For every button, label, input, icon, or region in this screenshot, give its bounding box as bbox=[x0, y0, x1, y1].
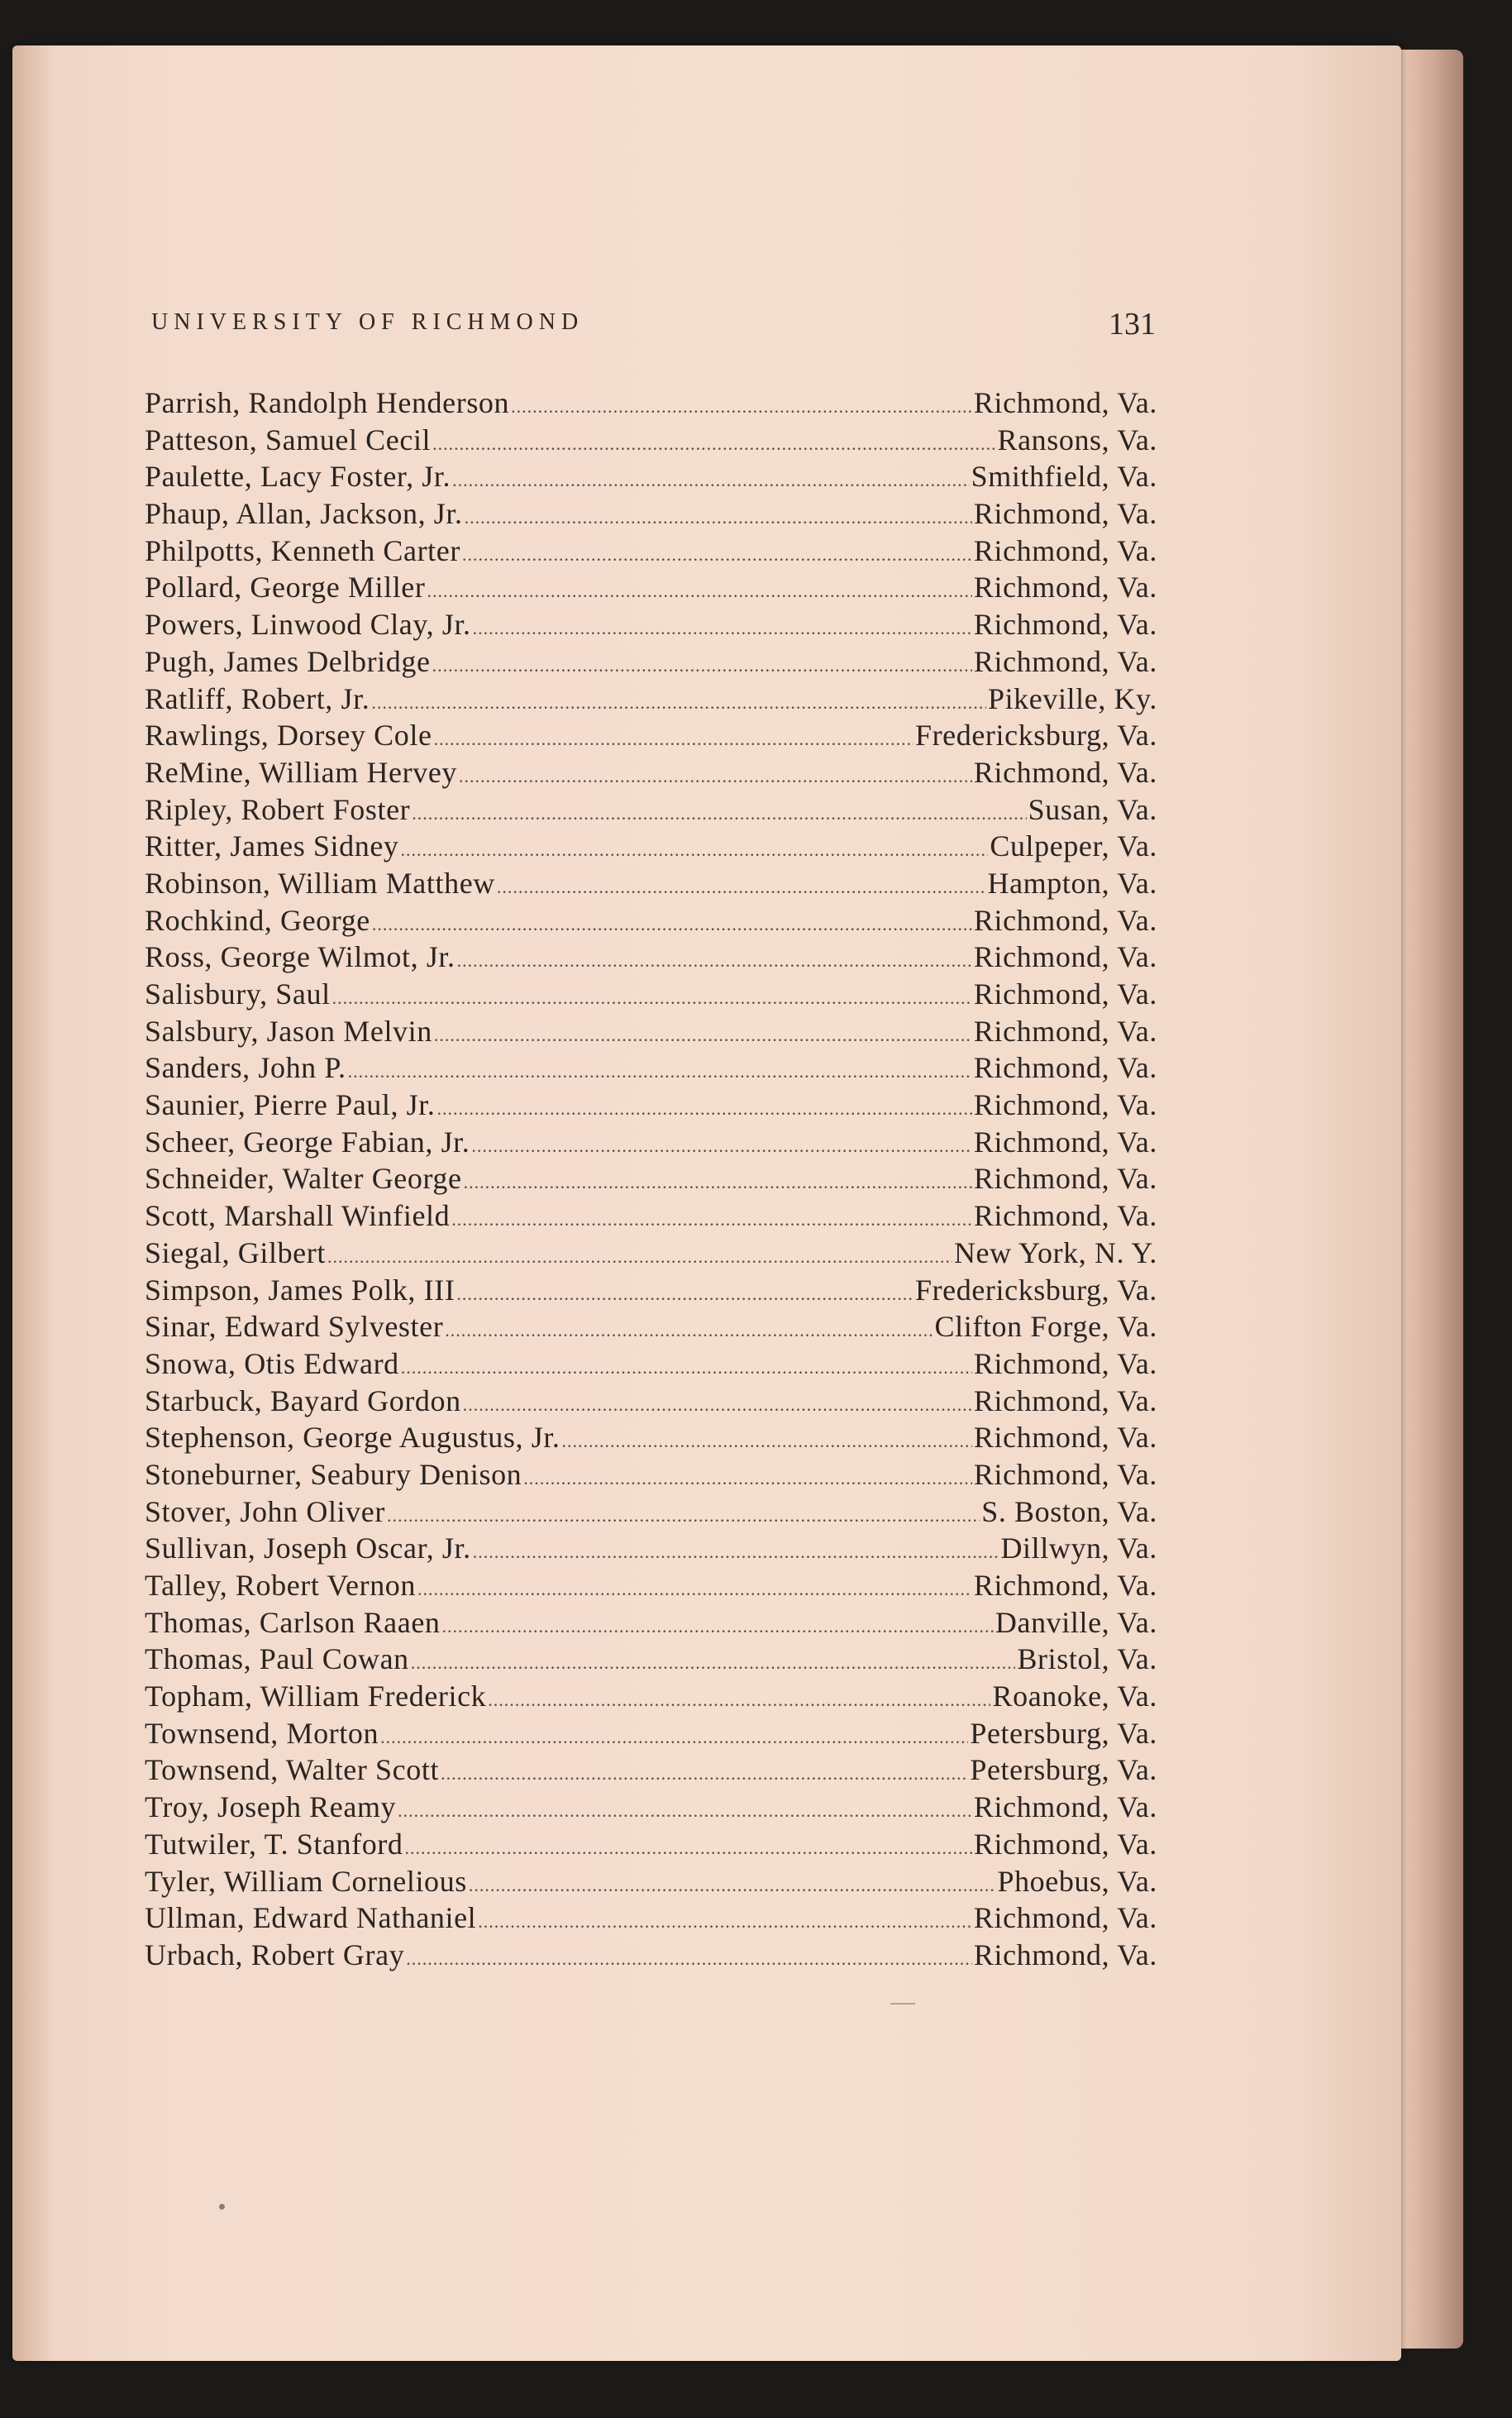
hometown: Susan, Va. bbox=[1028, 792, 1157, 826]
hometown: Richmond, Va. bbox=[973, 1162, 1157, 1196]
student-name: Ripley, Robert Foster bbox=[145, 792, 411, 826]
dot-leader bbox=[417, 1579, 972, 1600]
directory-entry bbox=[145, 496, 1157, 533]
hometown: Dillwyn, Va. bbox=[1000, 1532, 1157, 1565]
directory-entry bbox=[145, 681, 1157, 719]
directory-entry bbox=[145, 1273, 1157, 1310]
dot-leader bbox=[478, 1911, 972, 1933]
hometown: Smithfield, Va. bbox=[971, 460, 1157, 494]
student-name: Rawlings, Dorsey Cole bbox=[145, 719, 432, 753]
hometown: Richmond, Va. bbox=[973, 1383, 1157, 1417]
student-name: Ross, George Wilmot, Jr. bbox=[145, 940, 456, 974]
directory-entry bbox=[145, 1752, 1157, 1790]
hometown: S. Boston, Va. bbox=[981, 1494, 1157, 1528]
student-name: Townsend, Walter Scott bbox=[145, 1753, 440, 1787]
hometown: Bristol, Va. bbox=[1017, 1642, 1157, 1676]
hometown: Pikeville, Ky. bbox=[987, 681, 1157, 715]
dot-leader bbox=[398, 1800, 972, 1822]
dot-leader bbox=[488, 1689, 990, 1711]
directory-entry bbox=[145, 1309, 1157, 1346]
hometown: Richmond, Va. bbox=[973, 977, 1157, 1011]
student-name: Stover, John Oliver bbox=[145, 1494, 385, 1528]
hometown: Danville, Va. bbox=[994, 1605, 1157, 1639]
page-number: 131 bbox=[1109, 307, 1156, 342]
dot-leader bbox=[411, 1652, 1016, 1674]
dot-leader bbox=[457, 950, 972, 972]
student-name: Philpotts, Kenneth Carter bbox=[145, 533, 460, 567]
student-name: Sinar, Edward Sylvester bbox=[145, 1310, 444, 1344]
student-name: Robinson, William Matthew bbox=[145, 866, 495, 900]
student-name: Patteson, Samuel Cecil bbox=[145, 423, 432, 456]
student-name: Parrish, Randolph Henderson bbox=[145, 386, 510, 419]
hometown: New York, N. Y. bbox=[953, 1235, 1157, 1269]
directory-entry bbox=[145, 385, 1157, 423]
hometown: Roanoke, Va. bbox=[992, 1680, 1157, 1713]
dot-leader bbox=[442, 1616, 994, 1637]
student-name: Phaup, Allan, Jackson, Jr. bbox=[145, 497, 463, 531]
dot-leader bbox=[434, 729, 913, 750]
hometown: Culpeper, Va. bbox=[990, 829, 1157, 863]
directory-entry bbox=[145, 1494, 1157, 1532]
directory-entry bbox=[145, 1235, 1157, 1273]
student-name: Tutwiler, T. Stanford bbox=[145, 1827, 403, 1861]
directory-entry bbox=[145, 939, 1157, 977]
dot-leader bbox=[432, 655, 972, 676]
directory-entry bbox=[145, 977, 1157, 1014]
hometown: Hampton, Va. bbox=[987, 866, 1157, 900]
directory-entry bbox=[145, 1716, 1157, 1753]
dot-leader bbox=[473, 618, 972, 639]
dot-leader bbox=[465, 507, 972, 528]
dot-leader bbox=[371, 692, 986, 714]
student-name: ReMine, William Hervey bbox=[145, 755, 457, 789]
hometown: Richmond, Va. bbox=[973, 1088, 1157, 1122]
student-name: Thomas, Carlson Raaen bbox=[145, 1605, 441, 1639]
dot-leader bbox=[412, 803, 1026, 824]
dot-leader bbox=[405, 1837, 972, 1859]
hometown: Richmond, Va. bbox=[973, 940, 1157, 974]
directory-entry bbox=[145, 1864, 1157, 1901]
dot-leader bbox=[469, 1875, 996, 1896]
dot-leader bbox=[451, 1209, 972, 1231]
student-name: Schneider, Walter George bbox=[145, 1162, 462, 1196]
hometown: Richmond, Va. bbox=[973, 755, 1157, 789]
student-name: Urbach, Robert Gray bbox=[145, 1938, 405, 1971]
hometown: Richmond, Va. bbox=[973, 1346, 1157, 1380]
student-name: Sullivan, Joseph Oscar, Jr. bbox=[145, 1532, 471, 1565]
hometown: Richmond, Va. bbox=[973, 903, 1157, 937]
running-head: UNIVERSITY OF RICHMOND bbox=[151, 309, 584, 335]
directory-entry bbox=[145, 533, 1157, 571]
hometown: Fredericksburg, Va. bbox=[914, 1273, 1157, 1307]
student-name: Ratliff, Robert, Jr. bbox=[145, 681, 370, 715]
directory-entry bbox=[145, 1790, 1157, 1827]
dot-leader bbox=[562, 1431, 972, 1452]
directory-entry bbox=[145, 829, 1157, 866]
directory-entry bbox=[145, 570, 1157, 607]
student-name: Topham, William Frederick bbox=[145, 1680, 487, 1713]
hometown: Ransons, Va. bbox=[997, 423, 1157, 456]
dot-leader bbox=[471, 1135, 971, 1157]
student-name: Simpson, James Polk, III bbox=[145, 1273, 456, 1307]
student-name: Stoneburner, Seabury Denison bbox=[145, 1457, 522, 1491]
student-name: Paulette, Lacy Foster, Jr. bbox=[145, 460, 451, 494]
dot-leader bbox=[432, 433, 995, 455]
hometown: Richmond, Va. bbox=[973, 1199, 1157, 1233]
directory-entry bbox=[145, 792, 1157, 829]
student-name: Stephenson, George Augustus, Jr. bbox=[145, 1421, 560, 1455]
student-name: Pollard, George Miller bbox=[145, 571, 426, 604]
student-name: Scheer, George Fabian, Jr. bbox=[145, 1125, 470, 1159]
dot-leader bbox=[434, 1025, 972, 1046]
directory-entry bbox=[145, 866, 1157, 903]
hometown: Richmond, Va. bbox=[973, 1014, 1157, 1048]
directory-entry bbox=[145, 1568, 1157, 1605]
directory-entry bbox=[145, 1641, 1157, 1679]
student-name: Saunier, Pierre Paul, Jr. bbox=[145, 1088, 436, 1122]
hometown: Richmond, Va. bbox=[973, 1457, 1157, 1491]
hometown: Phoebus, Va. bbox=[997, 1864, 1157, 1898]
student-name: Ullman, Edward Nathaniel bbox=[145, 1901, 477, 1935]
dot-leader bbox=[401, 839, 989, 861]
student-name: Salsbury, Jason Melvin bbox=[145, 1014, 432, 1048]
directory-entry bbox=[145, 1198, 1157, 1235]
directory-entry bbox=[145, 1346, 1157, 1383]
directory-entry bbox=[145, 1014, 1157, 1051]
student-name: Starbuck, Bayard Gordon bbox=[145, 1383, 461, 1417]
dot-leader bbox=[441, 1763, 968, 1785]
dot-leader bbox=[348, 1061, 972, 1082]
dot-leader bbox=[473, 1541, 999, 1563]
directory-entry bbox=[145, 1420, 1157, 1457]
dot-leader bbox=[380, 1727, 968, 1748]
hometown: Richmond, Va. bbox=[973, 1125, 1157, 1159]
directory-entry bbox=[145, 1125, 1157, 1162]
hometown: Richmond, Va. bbox=[973, 608, 1157, 642]
dot-leader bbox=[456, 1283, 913, 1305]
dot-leader bbox=[462, 544, 972, 566]
directory-entry bbox=[145, 755, 1157, 792]
directory-entry bbox=[145, 644, 1157, 681]
hometown: Richmond, Va. bbox=[973, 571, 1157, 604]
student-name: Siegal, Gilbert bbox=[145, 1235, 326, 1269]
dot-leader bbox=[452, 470, 970, 491]
hometown: Petersburg, Va. bbox=[970, 1753, 1157, 1787]
student-name: Powers, Linwood Clay, Jr. bbox=[145, 608, 471, 642]
student-directory-list bbox=[145, 385, 1157, 1975]
dot-leader bbox=[459, 766, 972, 787]
dot-leader bbox=[387, 1505, 980, 1527]
directory-entry bbox=[145, 1605, 1157, 1642]
dot-leader bbox=[327, 1246, 952, 1268]
student-name: Talley, Robert Vernon bbox=[145, 1569, 417, 1602]
hometown: Richmond, Va. bbox=[973, 1569, 1157, 1602]
student-name: Salisbury, Saul bbox=[145, 977, 331, 1011]
directory-entry bbox=[145, 1161, 1157, 1198]
hometown: Clifton Forge, Va. bbox=[934, 1310, 1157, 1344]
hometown: Richmond, Va. bbox=[973, 533, 1157, 567]
directory-entry bbox=[145, 423, 1157, 460]
dot-leader bbox=[464, 1172, 972, 1193]
hometown: Richmond, Va. bbox=[973, 1938, 1157, 1971]
dot-leader bbox=[427, 581, 971, 602]
hometown: Richmond, Va. bbox=[973, 1901, 1157, 1935]
dot-leader bbox=[332, 987, 972, 1009]
directory-entry bbox=[145, 718, 1157, 755]
directory-entry bbox=[145, 1679, 1157, 1716]
hometown: Richmond, Va. bbox=[973, 1051, 1157, 1085]
hometown: Richmond, Va. bbox=[973, 644, 1157, 678]
dot-leader bbox=[401, 1357, 972, 1379]
hometown: Richmond, Va. bbox=[973, 1421, 1157, 1455]
directory-entry bbox=[145, 1938, 1157, 1975]
student-name: Rochkind, George bbox=[145, 903, 370, 937]
directory-entry bbox=[145, 903, 1157, 940]
paper-speck bbox=[219, 2204, 225, 2210]
dot-leader bbox=[511, 396, 972, 418]
hometown: Fredericksburg, Va. bbox=[914, 719, 1157, 753]
student-name: Snowa, Otis Edward bbox=[145, 1346, 399, 1380]
dot-leader bbox=[406, 1948, 972, 1970]
hometown: Richmond, Va. bbox=[973, 386, 1157, 419]
student-name: Thomas, Paul Cowan bbox=[145, 1642, 409, 1676]
student-name: Sanders, John P. bbox=[145, 1051, 346, 1085]
directory-entry bbox=[145, 1531, 1157, 1568]
directory-entry bbox=[145, 1900, 1157, 1938]
student-name: Townsend, Morton bbox=[145, 1716, 379, 1750]
end-rule bbox=[890, 2003, 915, 2005]
hometown: Richmond, Va. bbox=[973, 1827, 1157, 1861]
student-name: Tyler, William Cornelious bbox=[145, 1864, 467, 1898]
directory-entry bbox=[145, 1827, 1157, 1864]
directory-entry bbox=[145, 1050, 1157, 1087]
dot-leader bbox=[497, 877, 986, 898]
hometown: Richmond, Va. bbox=[973, 497, 1157, 531]
directory-entry bbox=[145, 607, 1157, 644]
dot-leader bbox=[523, 1468, 972, 1489]
dot-leader bbox=[445, 1320, 932, 1341]
student-name: Scott, Marshall Winfield bbox=[145, 1199, 451, 1233]
student-name: Troy, Joseph Reamy bbox=[145, 1790, 397, 1824]
directory-entry bbox=[145, 459, 1157, 496]
student-name: Pugh, James Delbridge bbox=[145, 644, 431, 678]
directory-entry bbox=[145, 1087, 1157, 1125]
directory-entry bbox=[145, 1383, 1157, 1421]
directory-entry bbox=[145, 1457, 1157, 1494]
dot-leader bbox=[463, 1394, 972, 1416]
page-header bbox=[151, 306, 1156, 347]
dot-leader bbox=[372, 914, 972, 935]
hometown: Richmond, Va. bbox=[973, 1790, 1157, 1824]
student-name: Ritter, James Sidney bbox=[145, 829, 399, 863]
hometown: Petersburg, Va. bbox=[970, 1716, 1157, 1750]
dot-leader bbox=[437, 1098, 972, 1120]
